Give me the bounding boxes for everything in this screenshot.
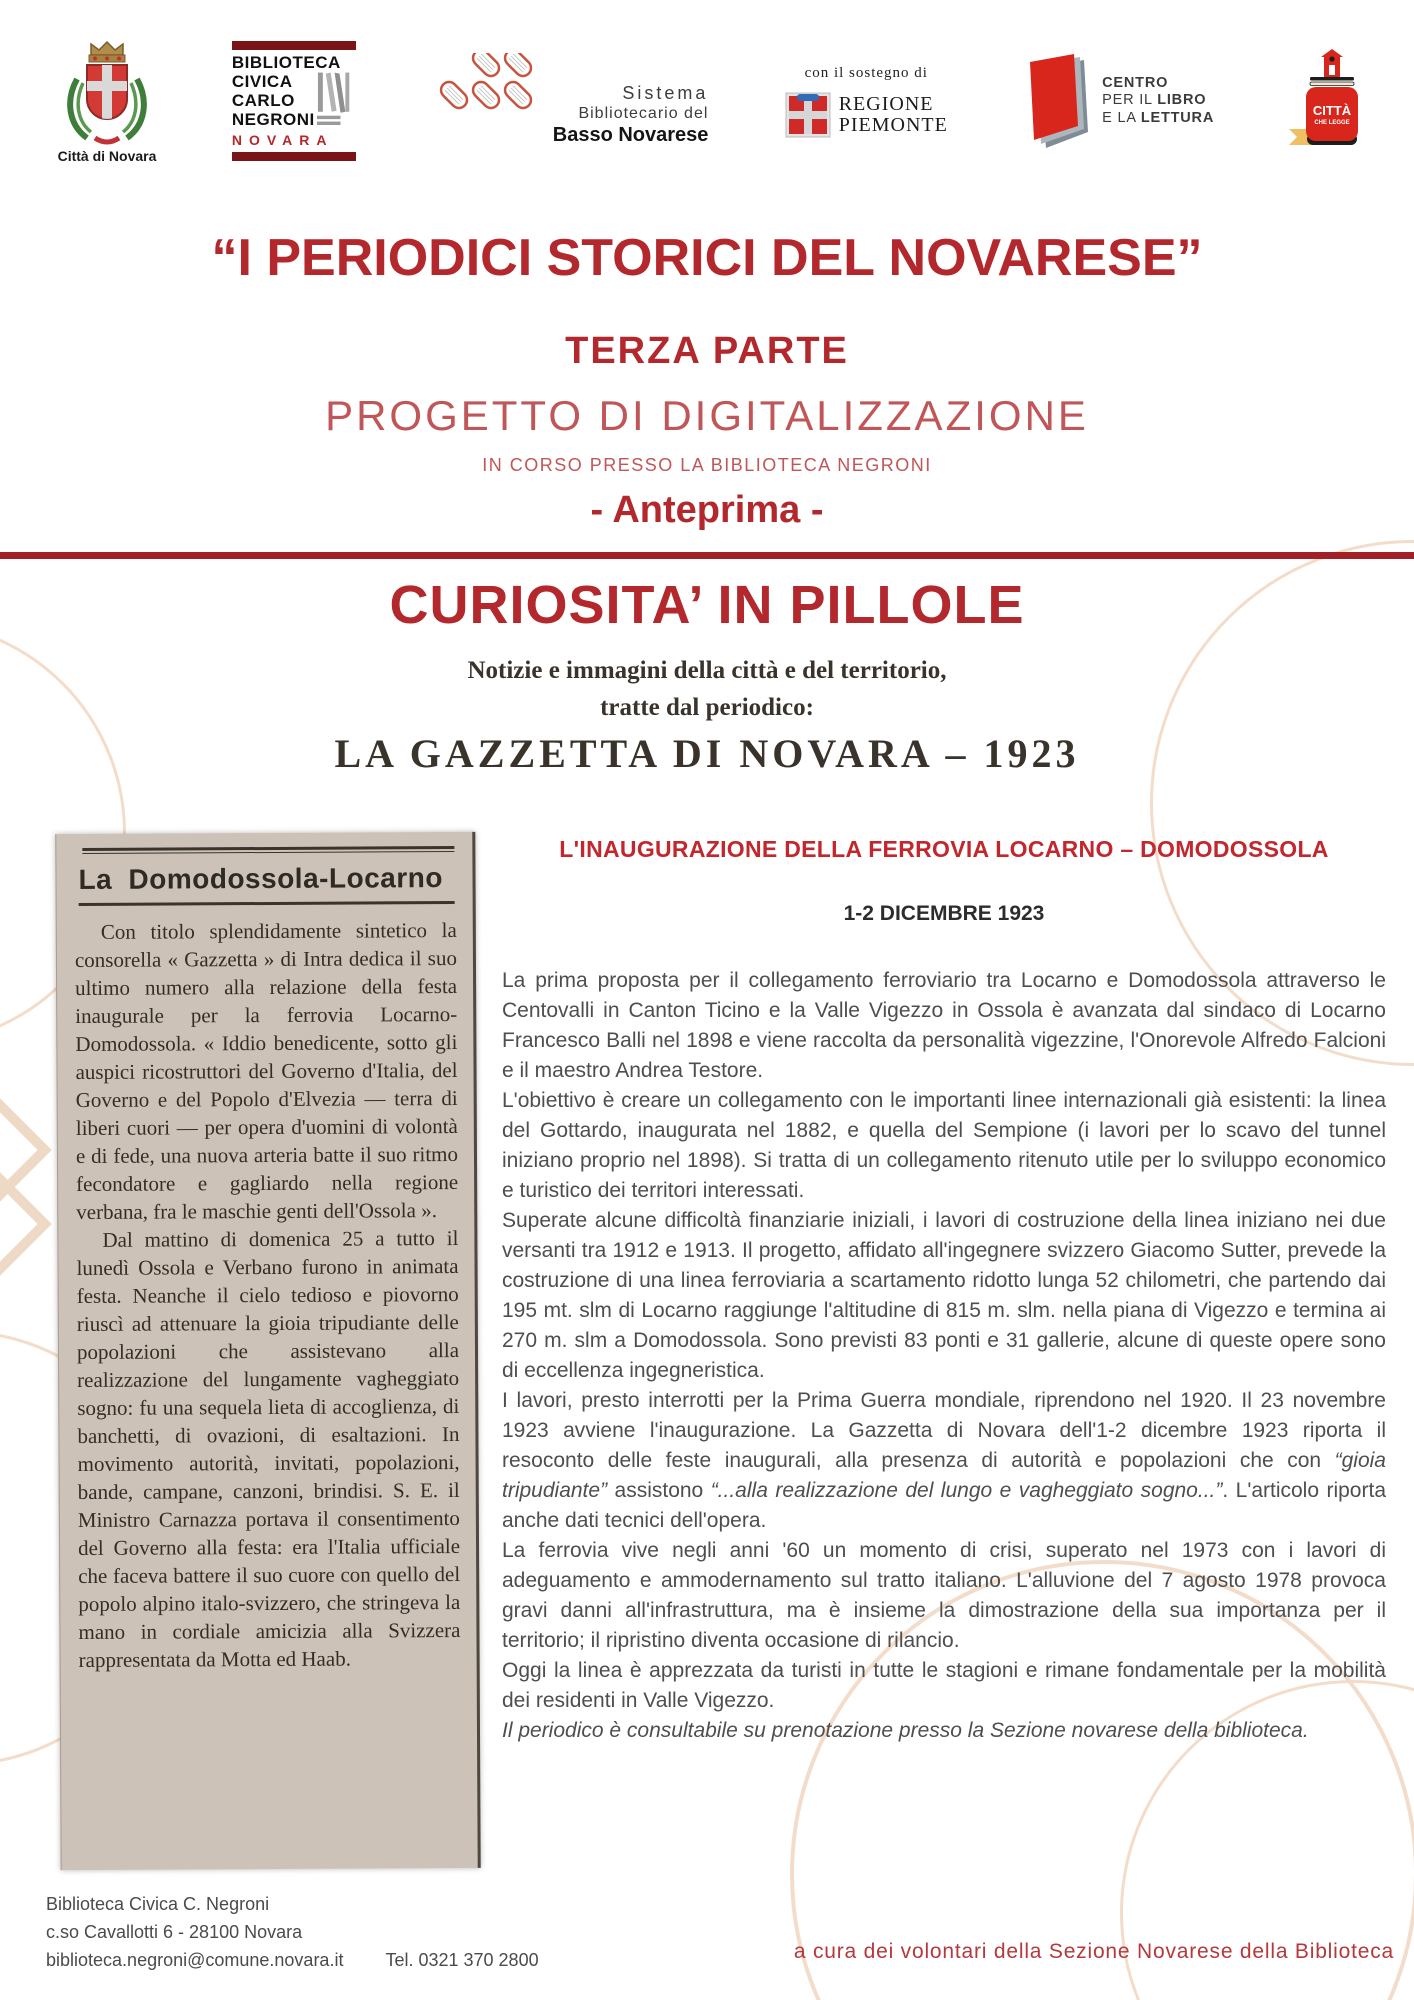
logo-row xyxy=(55,30,1359,172)
decorative-chevron xyxy=(0,1170,52,1277)
intro-line-2: tratte dal periodico: xyxy=(600,694,814,721)
footer-email: biblioteca.negroni@comune.novara.it xyxy=(46,1950,344,1970)
negroni-top-bar xyxy=(232,41,356,50)
book-spines-icon xyxy=(315,72,356,130)
logo-centro-per-il-libro: CENTRO PER IL LIBRO E LA LETTURA xyxy=(1024,52,1214,150)
article-title: L'INAUGURAZIONE DELLA FERROVIA LOCARNO – DOMODOSSOLA xyxy=(559,836,1329,862)
cepell-line: E LA xyxy=(1102,109,1141,126)
regione-line: REGIONE xyxy=(838,92,934,115)
citta-che-legge-icon xyxy=(1287,49,1359,153)
article-column xyxy=(502,836,1386,1746)
subtitle-terza-parte: TERZA PARTE xyxy=(565,330,849,372)
section-title: CURIOSITA’ IN PILLOLE xyxy=(389,575,1025,635)
ccl-line: CHE LEGGE xyxy=(1314,120,1350,126)
clipping-headline: La Domodossola-Locarno xyxy=(78,862,443,895)
cepell-line: CENTRO xyxy=(1102,74,1169,91)
sbn-line: Bibliotecario del xyxy=(578,105,709,122)
paragraph: L'obiettivo è creare un collegamento con le importanti linee internazionali già esistenti: la linea del Gottardo, inaugurata nel 1882, e quella del Sempione (i lavori per lo scavo del tunnel iniziano proprio nel 1898). Si tratta di un collegamento ritenuto utile per lo sviluppo economico e turistico dei territori interessati. xyxy=(502,1089,1386,1202)
divider-rule xyxy=(0,552,1414,559)
paragraph: Dal mattino di domenica 25 a tutto il lunedì Ossola e Verbano furono in animata festa. Neanche il cielo tedioso e piovorno riuscì ad attenuare la gioia tripudiante delle popolazioni che assistevano alla realizzazione del lungamente vagheggiato sogno: fu una sequela lieta di accoglienza, di banchetti, di ovazioni, di esaltazioni. In movimento autorità, invitati, popolazioni, bande, campane, canzoni, brindisi. S. E. il Ministro Carnazza portava il consentimento del Governo alla festa: era l'Italia ufficiale che faceva battere il suo cuore con quello del popolo alpino italo-svizzero, che stringeva la mano in cordiale amicizia alla Svizzera rappresentata da Motta ed Haab. xyxy=(76,1226,461,1672)
logo-basso-novarese xyxy=(429,53,709,149)
paragraph: I lavori, presto interrotti per la Prima Guerra mondiale, riprendono nel 1920. Il 23 novembre 1923 avviene l'inaugurazione. La Gazzetta di Novara dell'1-2 dicembre 1923 riporta il resoconto delle feste inaugurali, alla presenza di autorità e popolazioni che con “gioia tripudiante” assistono “...alla realizzazione del lungo e vagheggiato sogno...”. L'articolo riporta anche dati tecnici dell'opera. xyxy=(502,1389,1386,1532)
negroni-line: NEGRONI xyxy=(231,110,315,129)
sbn-line: Sistema xyxy=(622,83,709,103)
sbn-line: Basso Novarese xyxy=(552,124,709,146)
support-label: con il sostegno di xyxy=(804,64,928,81)
clipping-rule xyxy=(82,851,454,854)
negroni-line: CARLO xyxy=(231,91,295,110)
paragraph: Superate alcune difficoltà finanziarie iniziali, i lavori di costruzione della linea iniziano nei due versanti tra 1912 e 1913. Il progetto, affidato all'ingegnere svizzero Giacomo Sutter, prevede la costruzione di una linea ferroviaria a scartamento ridotto lunga 52 chilometri, che partendo dai 195 mt. slm di Locarno raggiunge l'altitudine di 815 m. slm. nella piana di Vigezzo e termina ai 270 m. slm a Domodossola. Sono previsti 83 ponti e 31 gallerie, alcune di queste opere sono di eccellenza ingegneristica. xyxy=(502,1209,1386,1382)
paragraph: La prima proposta per il collegamento ferroviario tra Locarno e Domodossola attraverso le Centovalli in Canton Ticino e la Valle Vigezzo in Ossola è avanzata dal sindaco di Locarno Francesco Balli nel 1898 e viene raccolta da personalità vigezzine, l'Onorevole Alfredo Falcioni e il maestro Andrea Testore. xyxy=(502,969,1386,1082)
paragraph: La ferrovia vive negli anni '60 un momento di crisi, superato nel 1973 con i lavori di adeguamento e ammodernamento sul tratto italiano. L'alluvione del 7 agosto 1978 provoca gravi danni all'infrastruttura, ma è insieme la dimostrazione della sua importanza per il territorio; il ripristino diventa occasione di rilancio. xyxy=(502,1539,1386,1652)
open-book-icon xyxy=(1024,52,1090,150)
logo-regione-piemonte xyxy=(781,65,951,138)
paragraph: Oggi la linea è apprezzata da turisti in tutte le stagioni e rimane fondamentale per la mobilità dei residenti in Valle Vigezzo. xyxy=(502,1659,1386,1712)
negroni-line: CIVICA xyxy=(231,72,293,91)
negroni-city: NOVARA xyxy=(231,132,334,148)
slanted-books-icon xyxy=(429,53,549,149)
credit-line: a cura dei volontari della Sezione Novarese della Biblioteca xyxy=(793,1940,1394,1963)
footer-address: c.so Cavallotti 6 - 28100 Novara xyxy=(46,1922,303,1942)
negroni-line: BIBLIOTECA xyxy=(231,53,341,72)
subtitle-anteprima: - Anteprima - xyxy=(590,489,824,531)
regione-line: PIEMONTE xyxy=(838,113,948,136)
intro-text xyxy=(0,652,1414,726)
novara-caption: Città di Novara xyxy=(57,147,157,164)
cepell-line: PER IL xyxy=(1102,92,1158,109)
negroni-bottom-bar xyxy=(232,152,356,161)
periodical-title: LA GAZZETTA DI NOVARA – 1923 xyxy=(334,731,1080,776)
clipping-body xyxy=(75,916,461,1674)
intro-line-1: Notizie e immagini della città e del territorio, xyxy=(467,657,947,684)
article-date: 1-2 DICEMBRE 1923 xyxy=(843,902,1045,925)
logo-biblioteca-negroni xyxy=(232,41,356,161)
subtitle-in-corso: IN CORSO PRESSO LA BIBLIOTECA NEGRONI xyxy=(482,455,932,475)
novara-crest-icon xyxy=(55,39,159,145)
subtitle-progetto: PROGETTO DI DIGITALIZZAZIONE xyxy=(325,392,1089,439)
article-body xyxy=(502,966,1386,1716)
footer-library-name: Biblioteca Civica C. Negroni xyxy=(46,1894,270,1914)
clipping-rule xyxy=(79,901,455,906)
logo-citta-di-novara xyxy=(55,39,159,164)
paragraph: Con titolo splendidamente sintetico la consorella « Gazzetta » di Intra dedica il suo ultimo numero alla relazione della festa inaugurale per la ferrovia Locarno-Domodossola. « Iddio benedicente, sotto gli auspici ricostruttori del Governo d'Italia, del Governo e del Popolo d'Elvezia — terra di liberi cuori — per opera d'uomini di volontà e di fede, una nuova arteria batte il suo ritmo fecondatore e gagliardo nella regione verbana, fra le maschie genti dell'Ossola ». xyxy=(74,918,459,1225)
footer-phone: Tel. 0321 370 2800 xyxy=(385,1950,539,1970)
footer-contact xyxy=(46,1890,539,1974)
newspaper-clipping xyxy=(55,832,480,1870)
logo-citta-che-legge xyxy=(1287,49,1359,153)
piemonte-shield-icon xyxy=(785,92,831,138)
article-note: Il periodico è consultabile su prenotazione presso la Sezione novarese della biblioteca. xyxy=(502,1719,1309,1742)
main-title: “I PERIODICI STORICI DEL NOVARESE” xyxy=(211,229,1203,287)
ccl-line: CITTÀ xyxy=(1312,103,1352,118)
clipping-rule xyxy=(82,846,454,851)
